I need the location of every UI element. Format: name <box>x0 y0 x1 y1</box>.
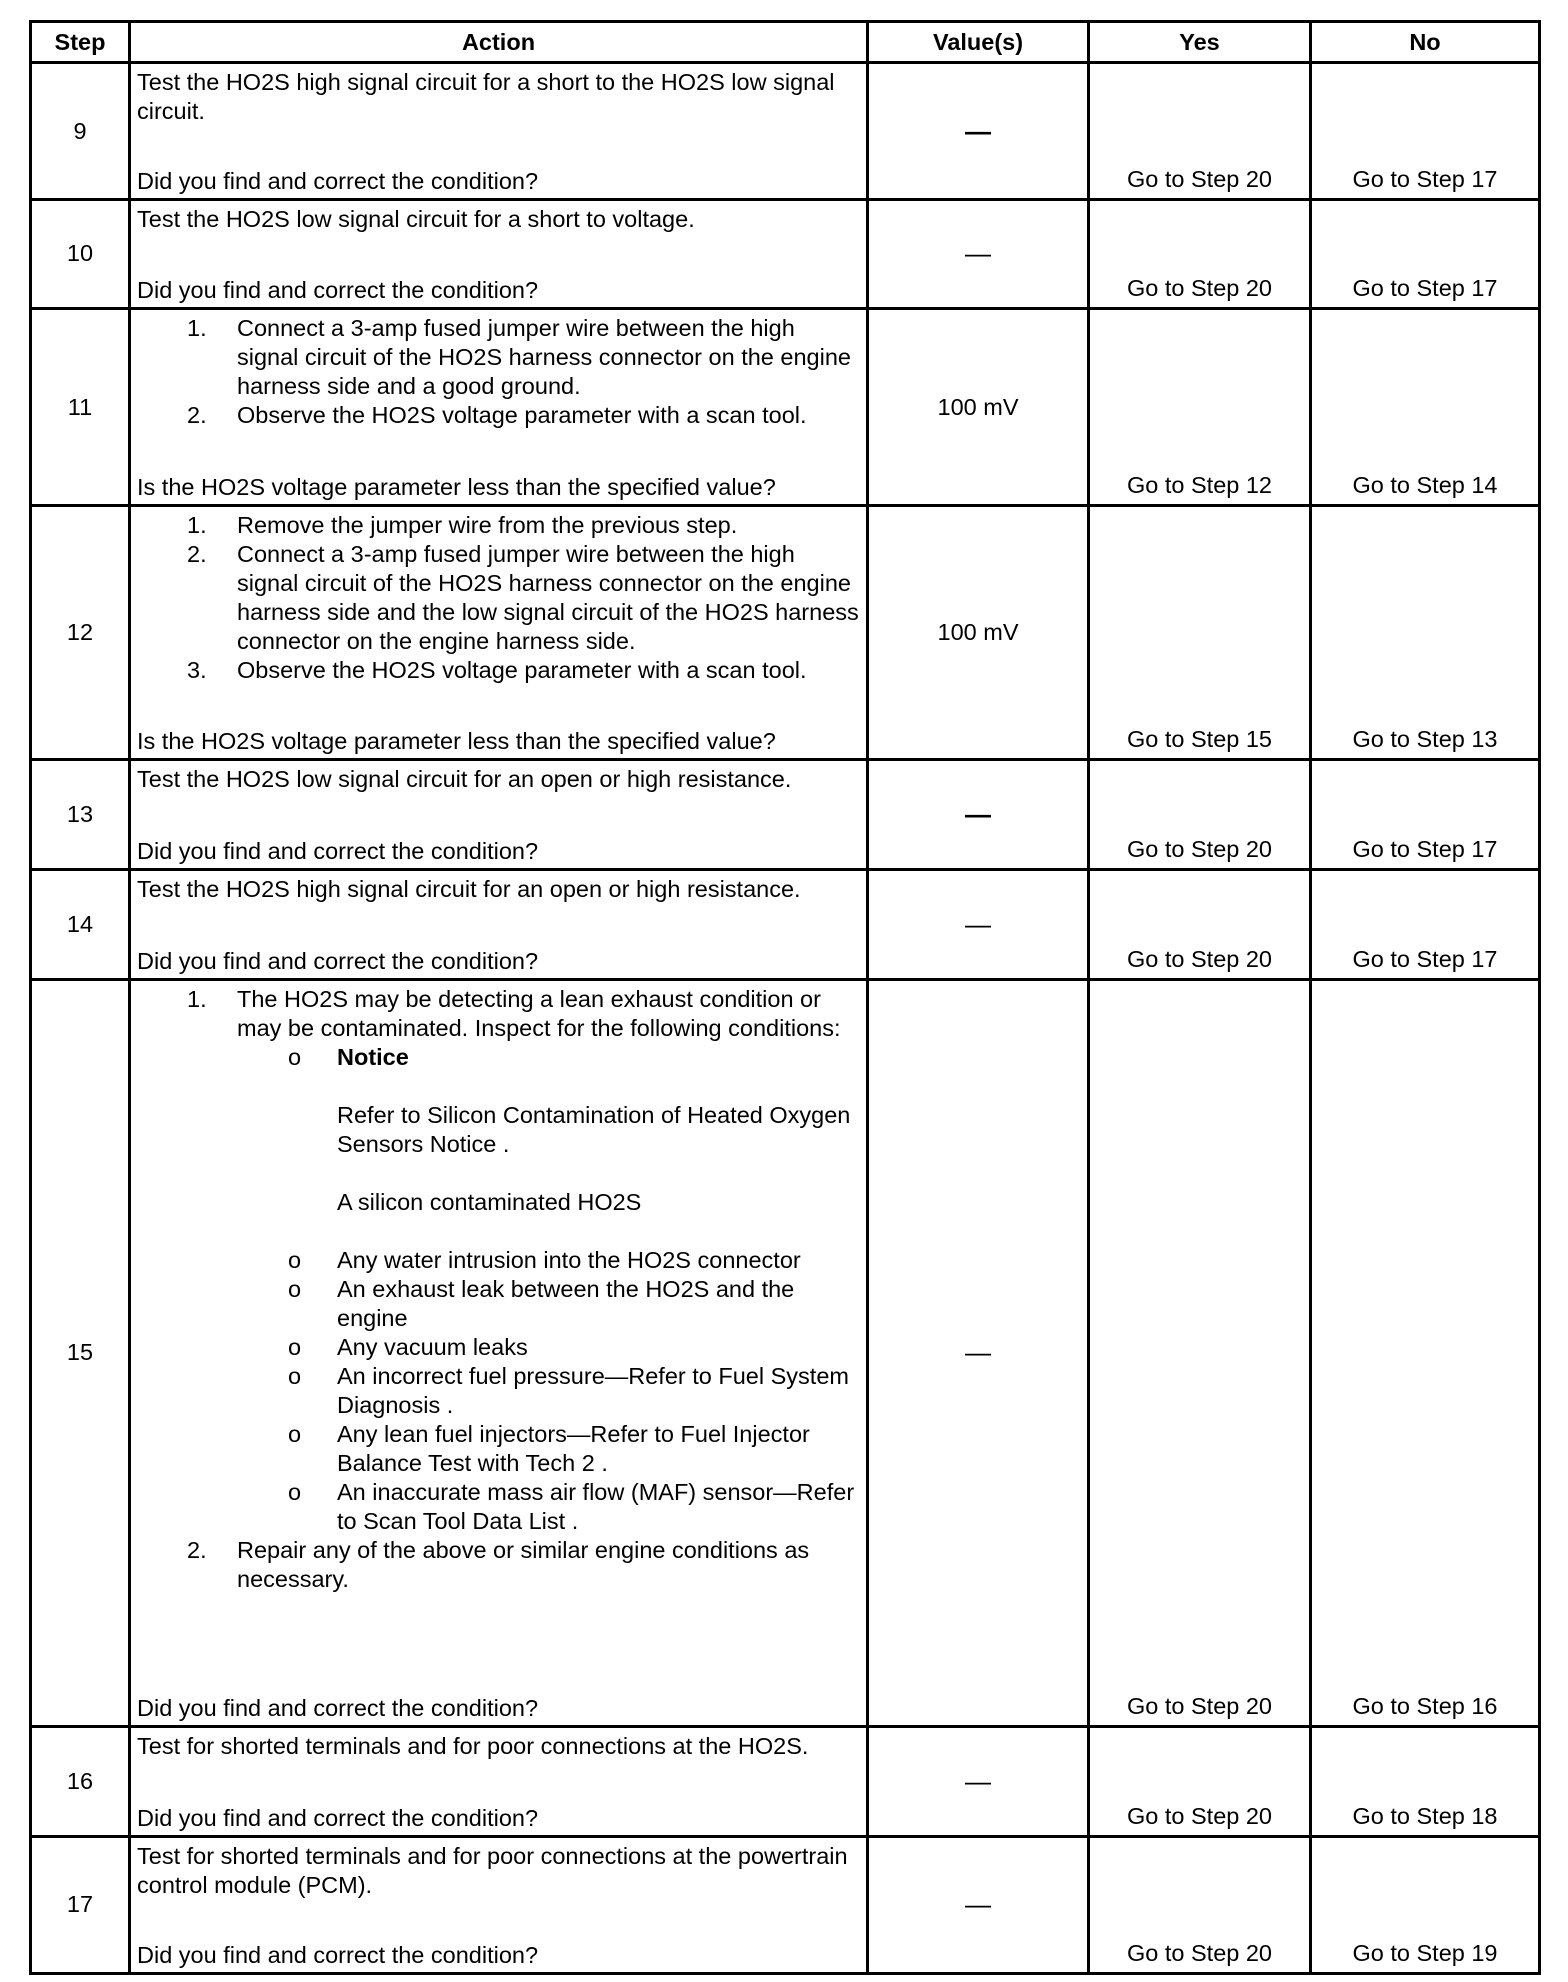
step-number: 15 <box>31 979 130 1726</box>
bullet-icon: o <box>288 1420 302 1447</box>
action-steps <box>137 314 860 430</box>
action-text: Test the HO2S high signal circuit for an open or high resistance. <box>137 875 801 902</box>
item-text: The HO2S may be detecting a lean exhaust condition or may be contaminated. Inspect for the following conditions: <box>237 985 841 1041</box>
action-cell <box>130 760 868 870</box>
item-number: 1. <box>187 985 207 1012</box>
yes-cell: Go to Step 20 <box>1089 869 1311 979</box>
condition-item <box>237 1333 860 1362</box>
condition-list <box>237 1043 860 1536</box>
yes-cell: Go to Step 20 <box>1089 1836 1311 1973</box>
action-cell <box>130 308 868 505</box>
action-cell <box>130 1836 868 1973</box>
condition-text: An incorrect fuel pressure—Refer to Fuel System Diagnosis . <box>337 1362 849 1418</box>
value-cell: — <box>868 200 1089 309</box>
yes-cell: Go to Step 20 <box>1089 200 1311 309</box>
diagnostic-table <box>29 20 1541 1975</box>
value-cell: 100 mV <box>868 308 1089 505</box>
action-cell <box>130 506 868 760</box>
header-yes: Yes <box>1089 22 1311 63</box>
list-item <box>137 656 860 685</box>
table-row <box>31 63 1540 200</box>
table-row <box>31 308 1540 505</box>
list-item <box>137 401 860 430</box>
table-row <box>31 200 1540 309</box>
notice-item <box>237 1043 860 1246</box>
header-no: No <box>1311 22 1540 63</box>
action-cell <box>130 1727 868 1837</box>
step-number: 10 <box>31 200 130 309</box>
bullet-icon: o <box>288 1043 302 1070</box>
action-cell <box>130 869 868 979</box>
item-number: 2. <box>187 541 207 568</box>
bullet-icon: o <box>288 1275 302 1302</box>
no-cell: Go to Step 18 <box>1311 1727 1540 1837</box>
no-cell: Go to Step 14 <box>1311 308 1540 505</box>
action-steps <box>137 985 860 1594</box>
action-text: Test for shorted terminals and for poor connections at the powertrain control module (PCM). <box>137 1842 848 1898</box>
step-number: 13 <box>31 760 130 870</box>
question-text: Did you find and correct the condition? <box>137 1942 539 1968</box>
action-cell <box>130 63 868 200</box>
item-text: Repair any of the above or similar engine conditions as necessary. <box>237 1536 810 1592</box>
no-cell: Go to Step 17 <box>1311 200 1540 309</box>
bullet-icon: o <box>288 1362 302 1389</box>
step-number: 11 <box>31 308 130 505</box>
item-text: Remove the jumper wire from the previous step. <box>237 512 738 539</box>
condition-text: An exhaust leak between the HO2S and the engine <box>337 1275 795 1331</box>
no-cell: Go to Step 17 <box>1311 760 1540 870</box>
header-values: Value(s) <box>868 22 1089 63</box>
question-text: Did you find and correct the condition? <box>137 1695 539 1722</box>
condition-text: Any vacuum leaks <box>337 1333 528 1360</box>
list-item <box>137 511 860 540</box>
condition-item <box>237 1275 860 1333</box>
condition-item <box>237 1246 860 1275</box>
value-cell: — <box>868 760 1089 870</box>
no-cell: Go to Step 16 <box>1311 979 1540 1726</box>
action-text: Test the HO2S low signal circuit for an open or high resistance. <box>137 766 792 793</box>
table-row <box>31 1836 1540 1973</box>
item-number: 1. <box>187 314 207 341</box>
condition-text: Any lean fuel injectors—Refer to Fuel Injector Balance Test with Tech 2 . <box>337 1420 810 1476</box>
yes-cell: Go to Step 15 <box>1089 506 1311 760</box>
question-text: Did you find and correct the condition? <box>137 947 539 974</box>
value-cell: 100 mV <box>868 506 1089 760</box>
item-text: Connect a 3-amp fused jumper wire between the high signal circuit of the HO2S harness connector on the engine harness side and a good ground. <box>237 314 851 399</box>
list-item <box>137 540 860 656</box>
list-item <box>137 1536 860 1594</box>
condition-text: An inaccurate mass air flow (MAF) sensor—Refer to Scan Tool Data List . <box>337 1478 855 1534</box>
no-cell: Go to Step 17 <box>1311 869 1540 979</box>
no-cell: Go to Step 17 <box>1311 63 1540 200</box>
condition-text: Any water intrusion into the HO2S connector <box>337 1246 801 1273</box>
bullet-icon: o <box>288 1478 302 1505</box>
list-item <box>137 314 860 401</box>
table-row <box>31 760 1540 870</box>
notice-title: Notice <box>337 1043 409 1070</box>
list-item <box>137 985 860 1536</box>
item-text: Observe the HO2S voltage parameter with a scan tool. <box>237 657 807 684</box>
item-number: 1. <box>187 512 207 539</box>
question-text: Did you find and correct the condition? <box>137 837 539 864</box>
table-row <box>31 869 1540 979</box>
action-cell <box>130 979 868 1726</box>
bullet-icon: o <box>288 1246 302 1273</box>
no-cell: Go to Step 13 <box>1311 506 1540 760</box>
yes-cell: Go to Step 20 <box>1089 979 1311 1726</box>
yes-cell: Go to Step 20 <box>1089 760 1311 870</box>
step-number: 12 <box>31 506 130 760</box>
condition-item <box>237 1478 860 1536</box>
yes-cell: Go to Step 20 <box>1089 1727 1311 1837</box>
step-number: 14 <box>31 869 130 979</box>
item-text: Observe the HO2S voltage parameter with a scan tool. <box>237 401 807 428</box>
table-row <box>31 979 1540 1726</box>
header-action: Action <box>130 22 868 63</box>
step-number: 17 <box>31 1836 130 1973</box>
question-text: Did you find and correct the condition? <box>137 168 539 194</box>
yes-cell: Go to Step 20 <box>1089 63 1311 200</box>
step-number: 16 <box>31 1727 130 1837</box>
value-cell: — <box>868 1836 1089 1973</box>
action-steps <box>137 511 860 685</box>
bullet-icon: o <box>288 1333 302 1360</box>
item-number: 2. <box>187 1536 207 1563</box>
table-row <box>31 1727 1540 1837</box>
value-cell: — <box>868 979 1089 1726</box>
condition-item <box>237 1420 860 1478</box>
action-cell <box>130 200 868 309</box>
action-text: Test the HO2S high signal circuit for a short to the HO2S low signal circuit. <box>137 69 835 124</box>
question-text: Is the HO2S voltage parameter less than the specified value? <box>137 728 776 755</box>
yes-cell: Go to Step 12 <box>1089 308 1311 505</box>
action-text: Test the HO2S low signal circuit for a short to voltage. <box>137 206 695 232</box>
question-text: Did you find and correct the condition? <box>137 276 539 303</box>
header-step: Step <box>31 22 130 63</box>
question-text: Is the HO2S voltage parameter less than the specified value? <box>137 474 776 501</box>
condition-item <box>237 1362 860 1420</box>
table-row <box>31 506 1540 760</box>
value-cell: — <box>868 1727 1089 1837</box>
notice-subtext: A silicon contaminated HO2S <box>337 1188 642 1215</box>
value-cell: — <box>868 63 1089 200</box>
step-number: 9 <box>31 63 130 200</box>
item-number: 2. <box>187 401 207 428</box>
action-text: Test for shorted terminals and for poor connections at the HO2S. <box>137 1733 809 1760</box>
item-text: Connect a 3-amp fused jumper wire between the high signal circuit of the HO2S harness connector on the engine harness side and the low signal circuit of the HO2S harness connector on the engine harness side. <box>237 541 859 655</box>
question-text: Did you find and correct the condition? <box>137 1804 539 1831</box>
item-number: 3. <box>187 657 207 684</box>
header-row <box>31 22 1540 63</box>
value-cell: — <box>868 869 1089 979</box>
no-cell: Go to Step 19 <box>1311 1836 1540 1973</box>
notice-text: Refer to Silicon Contamination of Heated Oxygen Sensors Notice . <box>337 1101 851 1157</box>
